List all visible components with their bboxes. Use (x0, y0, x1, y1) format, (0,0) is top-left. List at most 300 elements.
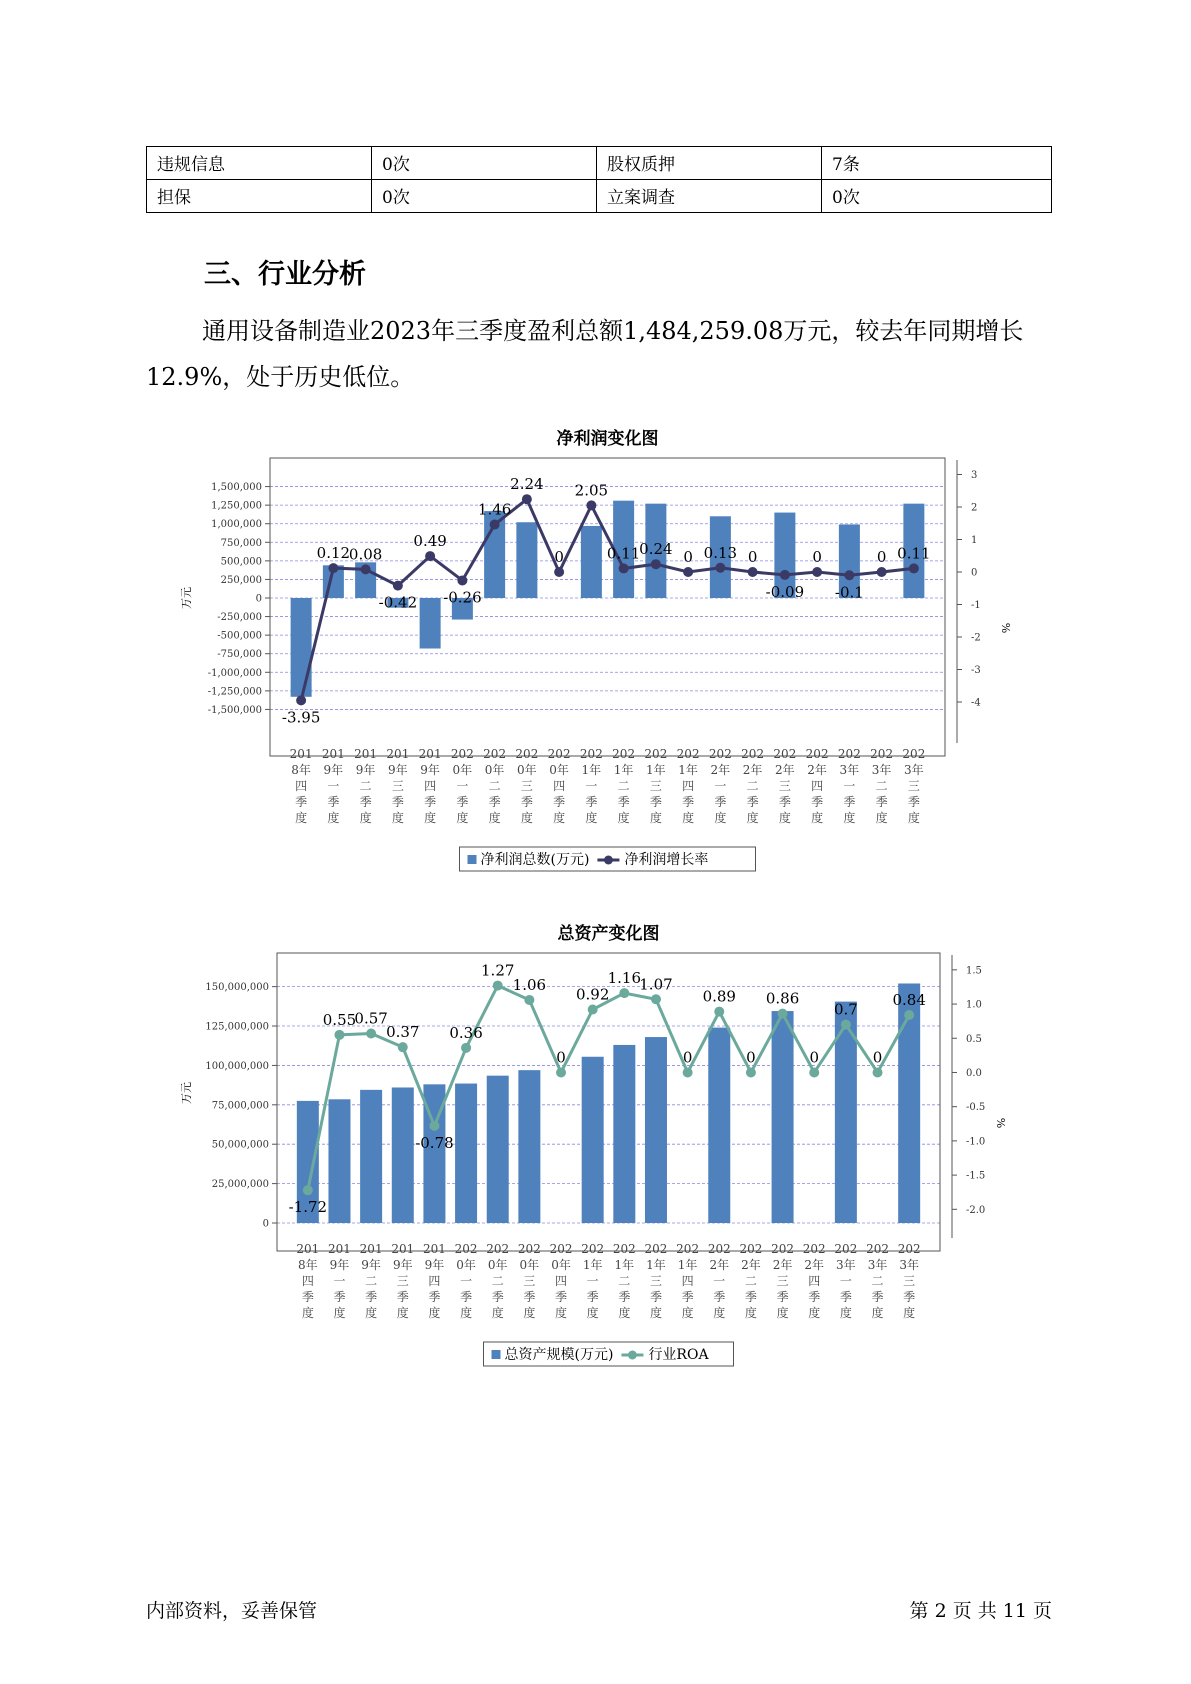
x-tick-label: 四 (428, 1274, 441, 1288)
line-point (393, 581, 403, 591)
bar (582, 1057, 604, 1223)
chart-title: 净利润变化图 (556, 429, 659, 449)
x-tick-label: 202 (897, 1242, 921, 1256)
x-tick-label: 202 (644, 1242, 668, 1256)
bar (455, 1084, 477, 1223)
legend-line-marker (604, 856, 613, 865)
y-tick-label: 250,000 (220, 574, 262, 586)
line-point (809, 1067, 819, 1077)
x-tick-label: 度 (808, 1306, 821, 1320)
data-label: 0 (682, 1048, 693, 1067)
table-cell: 7条 (822, 147, 1052, 180)
right-tick-label: -1.0 (966, 1136, 986, 1148)
data-label: 0.36 (449, 1023, 483, 1042)
x-tick-label: 二 (871, 1274, 884, 1288)
y-tick-label: -500,000 (217, 630, 262, 642)
x-tick-label: 三 (523, 1274, 536, 1288)
x-tick-label: 8年 (298, 1258, 318, 1272)
x-tick-label: 度 (778, 811, 791, 825)
y-axis-label: 万元 (180, 587, 193, 609)
y2-axis-label: % (994, 1117, 1007, 1129)
x-tick-label: 一 (456, 779, 469, 793)
data-label: 0 (812, 548, 822, 566)
x-tick-label: 度 (649, 1306, 662, 1320)
line-point (493, 981, 503, 991)
x-tick-label: 季 (295, 795, 308, 809)
bar (516, 522, 537, 598)
bar (645, 1037, 667, 1223)
data-label: 0.84 (892, 991, 926, 1009)
y-tick-label: 500,000 (220, 556, 262, 568)
x-tick-label: 季 (333, 1290, 346, 1304)
line-point (522, 494, 532, 504)
data-label: 2.24 (510, 475, 544, 494)
x-tick-label: 2年 (804, 1258, 825, 1272)
x-tick-label: 2年 (807, 763, 827, 777)
data-label: 0.92 (575, 985, 610, 1004)
x-tick-label: 季 (553, 795, 566, 809)
x-tick-label: 一 (714, 779, 727, 793)
table-row (147, 147, 1052, 180)
data-label: -0.78 (415, 1133, 454, 1152)
right-tick-label: -2.0 (966, 1204, 986, 1216)
line-point (780, 570, 790, 580)
x-tick-label: 季 (359, 795, 372, 809)
x-tick-label: 度 (843, 811, 856, 825)
data-label: 0 (556, 1048, 566, 1067)
x-tick-label: 202 (802, 1242, 826, 1256)
x-tick-label: 度 (907, 811, 920, 825)
x-tick-label: 0年 (519, 1258, 540, 1272)
x-tick-label: 季 (776, 1290, 789, 1304)
x-tick-label: 度 (523, 1306, 536, 1320)
x-tick-label: 四 (681, 1274, 694, 1288)
data-label: 1.07 (639, 975, 673, 994)
line-point (715, 563, 725, 573)
x-tick-label: 四 (682, 779, 695, 793)
right-tick-label: -4 (971, 697, 981, 709)
x-tick-label: 3年 (867, 1258, 888, 1272)
x-tick-label: 度 (713, 1306, 726, 1320)
x-tick-label: 9年 (355, 763, 376, 777)
x-tick-label: 季 (811, 795, 824, 809)
x-tick-label: 季 (649, 795, 662, 809)
x-tick-label: 度 (428, 1306, 441, 1320)
x-tick-label: 度 (746, 811, 759, 825)
x-tick-label: 一 (460, 1274, 473, 1288)
data-label: 0 (554, 548, 564, 566)
x-tick-label: 202 (708, 747, 732, 761)
x-tick-label: 度 (460, 1306, 473, 1320)
x-tick-label: 8年 (291, 763, 311, 777)
x-tick-label: 202 (486, 1242, 510, 1256)
x-tick-label: 202 (771, 1242, 795, 1256)
chart-title: 总资产变化图 (557, 924, 660, 944)
bar (613, 1045, 635, 1223)
total-assets-chart (0, 915, 1191, 1375)
legend-bar-swatch (468, 855, 477, 864)
x-tick-label: 度 (776, 1306, 789, 1320)
x-tick-label: 一 (713, 1274, 726, 1288)
x-tick-label: 二 (746, 779, 759, 793)
x-tick-label: 度 (903, 1306, 916, 1320)
x-tick-label: 度 (618, 1306, 631, 1320)
x-tick-label: 二 (744, 1274, 757, 1288)
line-point (619, 988, 629, 998)
line-point (588, 1005, 598, 1015)
line-point (425, 551, 435, 561)
data-label: 0.49 (413, 532, 447, 551)
x-tick-label: 2年 (741, 1258, 761, 1272)
line-point (461, 1043, 471, 1053)
line-point (490, 520, 500, 530)
x-tick-label: 季 (456, 795, 469, 809)
x-tick-label: 202 (450, 747, 474, 761)
x-tick-label: 季 (520, 795, 533, 809)
x-tick-label: 3年 (904, 763, 924, 777)
right-tick-label: 1.0 (966, 999, 982, 1011)
x-tick-label: 2年 (775, 763, 795, 777)
data-label: 0 (746, 1048, 756, 1067)
right-tick-label: -0.5 (966, 1102, 986, 1114)
x-tick-label: 202 (612, 747, 636, 761)
data-label: 0 (747, 548, 758, 566)
line-point (328, 563, 338, 573)
x-tick-label: 202 (517, 1242, 541, 1256)
x-tick-label: 季 (839, 1290, 852, 1304)
x-tick-label: 2年 (710, 763, 731, 777)
data-label: 0.37 (386, 1023, 420, 1042)
right-tick-label: -1.5 (966, 1170, 986, 1182)
x-tick-label: 季 (682, 795, 695, 809)
table-row (147, 180, 1052, 213)
right-tick-label: -3 (971, 665, 981, 676)
x-tick-label: 202 (547, 747, 571, 761)
line-point (841, 1020, 851, 1030)
line-point (746, 1067, 756, 1077)
x-tick-label: 202 (902, 747, 926, 761)
x-tick-label: 季 (843, 795, 856, 809)
x-tick-label: 202 (741, 747, 765, 761)
x-tick-label: 202 (837, 747, 861, 761)
x-tick-label: 0年 (487, 1258, 508, 1272)
line-point (296, 695, 306, 705)
x-tick-label: 季 (903, 1290, 916, 1304)
line-point (556, 1067, 566, 1077)
y-tick-label: -1,250,000 (207, 686, 262, 698)
x-tick-label: 202 (581, 1242, 605, 1256)
x-tick-label: 度 (839, 1306, 852, 1320)
line-point (748, 567, 758, 577)
x-tick-label: 度 (875, 811, 888, 825)
net-profit-chart (0, 420, 1191, 880)
x-tick-label: 201 (289, 747, 313, 761)
data-label: 1.06 (512, 975, 547, 994)
line-point (524, 995, 534, 1005)
right-tick-label: 0.0 (966, 1067, 982, 1079)
y-tick-label: 50,000,000 (211, 1139, 269, 1151)
x-tick-label: 季 (555, 1290, 568, 1304)
x-tick-label: 季 (871, 1290, 884, 1304)
x-tick-label: 2年 (742, 763, 763, 777)
y-tick-label: -1,000,000 (207, 667, 262, 679)
x-tick-label: 季 (396, 1290, 409, 1304)
x-tick-label: 202 (707, 1242, 731, 1256)
data-label: 1.27 (481, 961, 515, 980)
bar (581, 526, 602, 598)
x-tick-label: 季 (714, 795, 727, 809)
x-tick-label: 一 (333, 1274, 346, 1288)
x-tick-label: 三 (396, 1274, 409, 1288)
right-tick-label: 3 (971, 470, 978, 481)
y-tick-label: 150,000,000 (205, 982, 269, 994)
x-tick-label: 202 (870, 747, 894, 761)
x-tick-label: 四 (424, 779, 437, 793)
x-tick-label: 201 (359, 1242, 383, 1256)
line-point (366, 1028, 376, 1038)
line-point (844, 570, 854, 580)
data-label: -3.95 (281, 708, 321, 727)
x-tick-label: 202 (612, 1242, 636, 1256)
x-tick-label: 3年 (839, 763, 860, 777)
risk-info-table (146, 146, 1052, 213)
x-tick-label: 201 (418, 747, 442, 761)
x-tick-label: 度 (586, 1306, 599, 1320)
bar (392, 1087, 414, 1223)
x-tick-label: 度 (301, 1306, 314, 1320)
table-cell: 违规信息 (147, 147, 372, 180)
data-label: 1.16 (607, 969, 642, 988)
x-tick-label: 度 (811, 811, 824, 825)
x-tick-label: 1年 (677, 1258, 698, 1272)
data-label: 0.55 (322, 1010, 357, 1029)
x-tick-label: 三 (649, 779, 662, 793)
section-title: 三、行业分析 (204, 259, 366, 290)
x-tick-label: 季 (365, 1290, 378, 1304)
x-tick-label: 度 (871, 1306, 884, 1320)
data-label: 2.05 (574, 481, 609, 500)
x-tick-label: 一 (585, 779, 598, 793)
data-label: 0 (876, 548, 887, 566)
x-tick-label: 202 (515, 747, 539, 761)
data-label: 0.11 (606, 544, 641, 563)
x-tick-label: 度 (327, 811, 340, 825)
x-tick-label: 9年 (424, 1258, 445, 1272)
x-tick-label: 度 (359, 811, 372, 825)
y-tick-label: -250,000 (217, 612, 262, 624)
legend-bar-label: 净利润总数(万元) (480, 852, 590, 868)
x-tick-label: 季 (649, 1290, 662, 1304)
table-cell: 股权质押 (597, 147, 822, 180)
x-tick-label: 三 (778, 779, 791, 793)
x-tick-label: 0年 (452, 763, 473, 777)
data-label: -0.42 (378, 593, 418, 612)
data-label: 0 (872, 1048, 883, 1067)
x-tick-label: 0年 (484, 763, 505, 777)
x-tick-label: 202 (805, 747, 829, 761)
y-tick-label: 0 (262, 1218, 269, 1230)
x-tick-label: 0年 (517, 763, 537, 777)
x-tick-label: 1年 (646, 1258, 666, 1272)
x-tick-label: 三 (903, 1274, 916, 1288)
x-tick-label: 四 (555, 1274, 568, 1288)
page-number: 第 2 页 共 11 页 (909, 1600, 1052, 1622)
y-tick-label: -1,500,000 (207, 704, 262, 716)
right-tick-label: 1 (971, 535, 978, 546)
x-tick-label: 201 (386, 747, 410, 761)
x-tick-label: 202 (454, 1242, 478, 1256)
x-tick-label: 四 (301, 1274, 314, 1288)
x-tick-label: 季 (808, 1290, 821, 1304)
x-tick-label: 季 (586, 1290, 599, 1304)
x-tick-label: 一 (839, 1274, 852, 1288)
x-tick-label: 度 (744, 1306, 757, 1320)
x-tick-label: 四 (811, 779, 824, 793)
x-tick-label: 季 (460, 1290, 473, 1304)
right-tick-label: 0 (971, 567, 978, 579)
data-label: 0.08 (348, 545, 383, 564)
x-tick-label: 202 (676, 1242, 700, 1256)
x-tick-label: 201 (328, 1242, 351, 1256)
x-tick-label: 0年 (551, 1258, 571, 1272)
x-tick-label: 二 (365, 1274, 378, 1288)
x-tick-label: 201 (354, 747, 378, 761)
x-tick-label: 2年 (772, 1258, 793, 1272)
x-tick-label: 季 (424, 795, 437, 809)
x-tick-label: 9年 (329, 1258, 350, 1272)
x-tick-label: 度 (617, 811, 630, 825)
x-tick-label: 9年 (361, 1258, 381, 1272)
x-tick-label: 度 (456, 811, 469, 825)
x-tick-label: 三 (776, 1274, 789, 1288)
x-tick-label: 度 (488, 811, 501, 825)
data-label: -1.72 (288, 1198, 328, 1217)
bar (328, 1099, 350, 1223)
x-tick-label: 202 (739, 1242, 763, 1256)
x-tick-label: 度 (491, 1306, 504, 1320)
legend-bar-label: 总资产规模(万元) (504, 1347, 614, 1363)
x-tick-label: 季 (681, 1290, 694, 1304)
x-tick-label: 度 (396, 1306, 409, 1320)
data-label: -0.26 (443, 588, 482, 607)
line-point (683, 1067, 693, 1077)
x-tick-label: 202 (549, 1242, 573, 1256)
x-tick-label: 季 (744, 1290, 757, 1304)
x-tick-label: 季 (327, 795, 340, 809)
x-tick-label: 度 (649, 811, 662, 825)
x-tick-label: 度 (682, 811, 695, 825)
x-tick-label: 季 (428, 1290, 441, 1304)
x-tick-label: 二 (488, 779, 501, 793)
line-point (361, 564, 371, 574)
line-point (778, 1009, 788, 1019)
x-tick-label: 2年 (709, 1258, 730, 1272)
plot-frame (270, 458, 945, 756)
legend-bar-swatch (492, 1350, 501, 1359)
y-axis-label: 万元 (180, 1082, 193, 1104)
x-tick-label: 度 (365, 1306, 378, 1320)
data-label: -0.09 (765, 582, 805, 601)
y-tick-label: -750,000 (217, 649, 262, 661)
x-tick-label: 度 (333, 1306, 346, 1320)
x-tick-label: 3年 (836, 1258, 856, 1272)
table-cell: 0次 (822, 180, 1052, 213)
x-tick-label: 201 (422, 1242, 446, 1256)
x-tick-label: 0年 (549, 763, 569, 777)
right-tick-label: 1.5 (966, 965, 982, 977)
line-point (457, 575, 467, 585)
data-label: -0.1 (834, 583, 864, 602)
x-tick-label: 1年 (613, 763, 634, 777)
line-point (554, 567, 564, 577)
legend-line-marker (628, 1351, 637, 1360)
data-label: 0 (683, 548, 693, 566)
bar (772, 1011, 794, 1223)
x-tick-label: 202 (866, 1242, 889, 1256)
data-label: 0.7 (833, 1000, 858, 1019)
line-point (683, 567, 693, 577)
line-point (303, 1185, 313, 1195)
x-tick-label: 季 (301, 1290, 314, 1304)
x-tick-label: 1年 (646, 763, 666, 777)
right-tick-label: -2 (971, 632, 981, 644)
bar (420, 598, 441, 649)
x-tick-label: 季 (778, 795, 791, 809)
x-tick-label: 季 (617, 795, 630, 809)
x-tick-label: 季 (523, 1290, 536, 1304)
table-cell: 0次 (372, 147, 597, 180)
x-tick-label: 1年 (582, 1258, 603, 1272)
line-point (909, 563, 919, 573)
x-tick-label: 季 (488, 795, 501, 809)
x-tick-label: 二 (617, 779, 630, 793)
y-tick-label: 25,000,000 (211, 1179, 269, 1191)
x-tick-label: 四 (553, 779, 566, 793)
x-tick-label: 四 (295, 779, 308, 793)
x-tick-label: 1年 (614, 1258, 635, 1272)
data-label: 0.11 (897, 544, 931, 563)
x-tick-label: 季 (618, 1290, 631, 1304)
line-point (873, 1067, 883, 1077)
x-tick-label: 季 (713, 1290, 726, 1304)
x-tick-label: 季 (491, 1290, 504, 1304)
line-point (334, 1030, 344, 1040)
bar (518, 1070, 540, 1223)
line-point (714, 1007, 724, 1017)
x-tick-label: 202 (579, 747, 603, 761)
footer-note: 内部资料，妥善保管 (146, 1600, 318, 1622)
x-tick-label: 季 (875, 795, 888, 809)
x-tick-label: 季 (585, 795, 598, 809)
y-tick-label: 1,500,000 (211, 482, 262, 494)
x-tick-label: 202 (773, 747, 797, 761)
data-label: 0.57 (354, 1009, 388, 1028)
x-tick-label: 度 (555, 1306, 568, 1320)
line-point (651, 994, 661, 1004)
line-point (651, 559, 661, 569)
data-label: 0.13 (703, 543, 738, 562)
x-tick-label: 四 (808, 1274, 821, 1288)
x-tick-label: 季 (391, 795, 404, 809)
y-tick-label: 125,000,000 (205, 1021, 269, 1033)
bar (291, 598, 312, 697)
table-cell: 0次 (372, 180, 597, 213)
x-tick-label: 9年 (323, 763, 344, 777)
x-tick-label: 三 (520, 779, 533, 793)
x-tick-label: 一 (586, 1274, 599, 1288)
data-label: 0.86 (765, 989, 800, 1008)
bar (708, 1028, 730, 1223)
